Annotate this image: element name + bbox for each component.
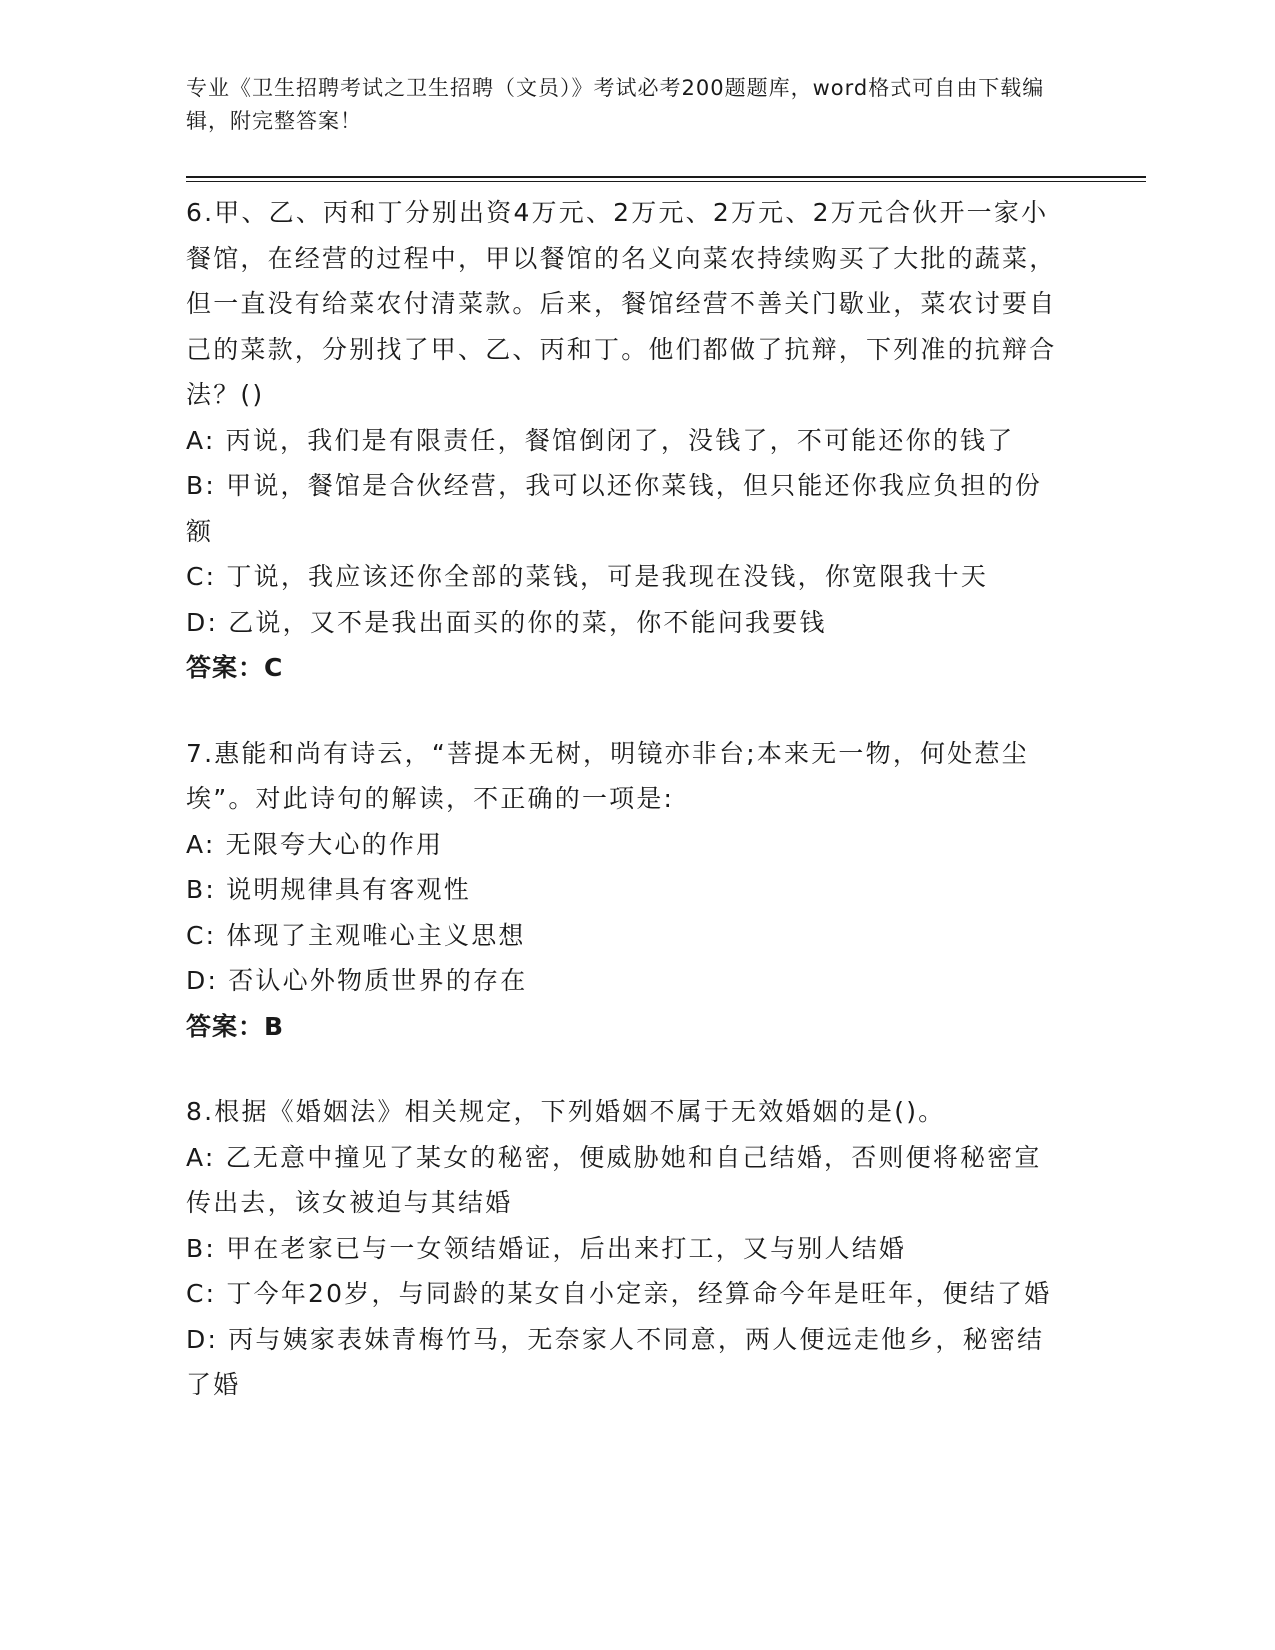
option-b: B: 说明规律具有客观性 [186, 875, 471, 904]
option-a: A: 乙无意中撞见了某女的秘密，便威胁她和自己结婚，否则便将秘密宣传出去，该女被迫与其结婚 [186, 1142, 1042, 1217]
option-c: C: 体现了主观唯心主义思想 [186, 920, 526, 950]
option-d: D: 丙与姨家表妹青梅竹马，无奈家人不同意，两人便远走他乡，秘密结了婚 [186, 1324, 1045, 1399]
question-list [186, 190, 1066, 1448]
question-stem: 7.惠能和尚有诗云，“菩提本无树，明镜亦非台;本来无一物，何处惹尘埃”。对此诗句的解读，不正确的一项是: [186, 738, 1029, 813]
answer-label: 答案：B [186, 1011, 285, 1041]
question-stem: 8.根据《婚姻法》相关规定，下列婚姻不属于无效婚姻的是()。 [186, 1097, 946, 1126]
question-7 [186, 731, 1066, 1050]
document-header: 专业《卫生招聘考试之卫生招聘（文员）》考试必考200题题库，word格式可自由下载编辑，附完整答案！ [186, 76, 1045, 133]
option-b: B: 甲说，餐馆是合伙经营，我可以还你菜钱，但只能还你我应负担的份额 [186, 471, 1043, 546]
header-rule-thin [186, 181, 1146, 182]
option-a: A: 无限夸大心的作用 [186, 829, 444, 859]
option-d: D: 乙说，又不是我出面买的你的菜，你不能问我要钱 [186, 607, 827, 637]
option-d: D: 否认心外物质世界的存在 [186, 966, 528, 995]
question-6 [186, 190, 1066, 691]
option-c: C: 丁说，我应该还你全部的菜钱，可是我现在没钱，你宽限我十天 [186, 562, 989, 591]
option-c: C: 丁今年20岁，与同龄的某女自小定亲，经算命今年是旺年，便结了婚 [186, 1279, 1052, 1308]
option-b: B: 甲在老家已与一女领结婚证，后出来打工，又与别人结婚 [186, 1233, 907, 1263]
answer-label: 答案：C [186, 653, 284, 682]
question-stem: 6.甲、乙、丙和丁分别出资4万元、2万元、2万元、2万元合伙开一家小餐馆，在经营的过程中，甲以餐馆的名义向菜农持续购买了大批的蔬菜，但一直没有给菜农付清菜款。后来，餐馆经营不善关门歇业，菜农讨要自己的菜款，分别找了甲、乙、丙和丁。他们都做了抗辩，下列准的抗辩合法？() [186, 198, 1057, 409]
option-a: A: 丙说，我们是有限责任，餐馆倒闭了，没钱了，不可能还你的钱了 [186, 425, 1015, 455]
header-rule-thick [186, 176, 1146, 178]
question-8 [186, 1089, 1066, 1408]
